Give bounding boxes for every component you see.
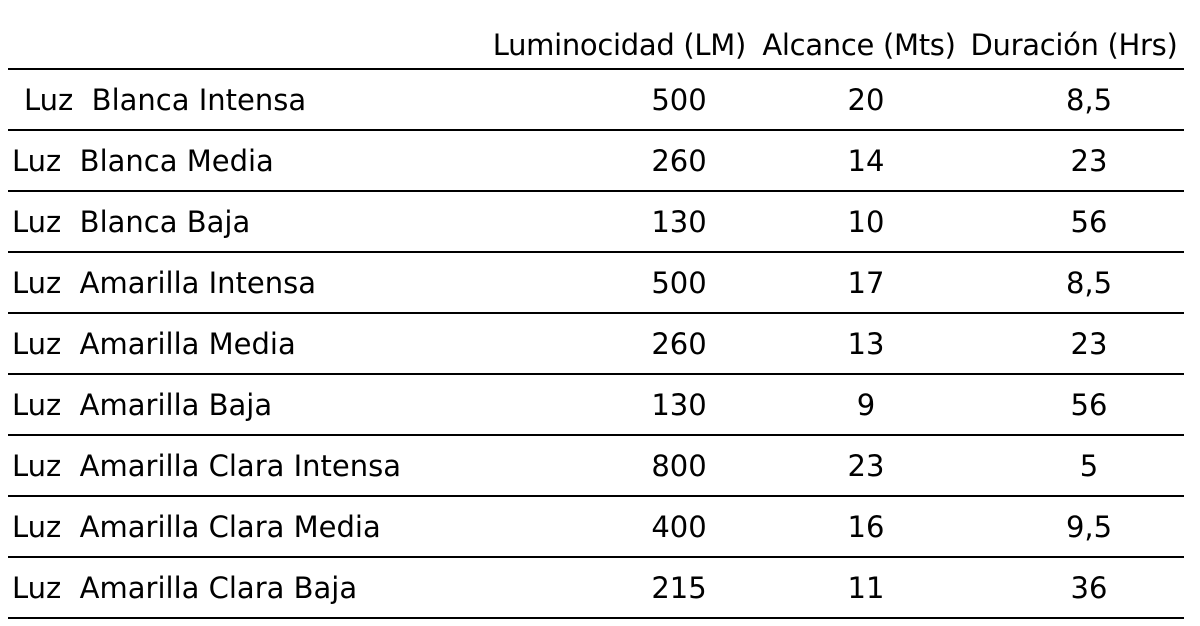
- cell-light-type: Luz Amarilla Clara Intensa: [8, 435, 464, 496]
- header-row: [8, 22, 1184, 69]
- table-row: [8, 130, 1184, 191]
- header-cell-duration: Duración (Hrs): [964, 22, 1184, 69]
- cell-light-type: Luz Amarilla Clara Baja: [8, 557, 464, 618]
- header-cell-range: Alcance (Mts): [754, 22, 964, 69]
- table-row: [8, 252, 1184, 313]
- cell-luminosity: 130: [464, 374, 754, 435]
- cell-duration: 9,5: [964, 496, 1184, 557]
- cell-duration: 8,5: [964, 69, 1184, 130]
- cell-duration: 36: [964, 557, 1184, 618]
- header-cell-luminosity: Luminocidad (LM): [464, 22, 754, 69]
- table-row: [8, 69, 1184, 130]
- cell-duration: 23: [964, 313, 1184, 374]
- cell-luminosity: 260: [464, 130, 754, 191]
- cell-range: 20: [754, 69, 964, 130]
- cell-range: 14: [754, 130, 964, 191]
- cell-duration: 23: [964, 130, 1184, 191]
- table-body: [8, 69, 1184, 618]
- table-row: [8, 557, 1184, 618]
- cell-light-type: Luz Amarilla Intensa: [8, 252, 464, 313]
- cell-range: 13: [754, 313, 964, 374]
- cell-luminosity: 260: [464, 313, 754, 374]
- cell-luminosity: 500: [464, 69, 754, 130]
- cell-light-type: Luz Amarilla Media: [8, 313, 464, 374]
- cell-duration: 56: [964, 374, 1184, 435]
- table-row: [8, 191, 1184, 252]
- cell-light-type: Luz Blanca Intensa: [8, 69, 464, 130]
- cell-luminosity: 130: [464, 191, 754, 252]
- cell-range: 16: [754, 496, 964, 557]
- table-row: [8, 435, 1184, 496]
- cell-range: 23: [754, 435, 964, 496]
- cell-range: 17: [754, 252, 964, 313]
- cell-light-type: Luz Blanca Media: [8, 130, 464, 191]
- table-row: [8, 374, 1184, 435]
- cell-range: 9: [754, 374, 964, 435]
- table-header: [8, 22, 1184, 69]
- cell-light-type: Luz Amarilla Clara Media: [8, 496, 464, 557]
- cell-luminosity: 800: [464, 435, 754, 496]
- table-row: [8, 496, 1184, 557]
- cell-duration: 56: [964, 191, 1184, 252]
- light-specs-table: [8, 22, 1184, 619]
- header-cell-name: [8, 22, 464, 69]
- cell-luminosity: 500: [464, 252, 754, 313]
- cell-range: 10: [754, 191, 964, 252]
- cell-light-type: Luz Blanca Baja: [8, 191, 464, 252]
- cell-luminosity: 400: [464, 496, 754, 557]
- table-row: [8, 313, 1184, 374]
- cell-range: 11: [754, 557, 964, 618]
- cell-light-type: Luz Amarilla Baja: [8, 374, 464, 435]
- cell-duration: 5: [964, 435, 1184, 496]
- cell-duration: 8,5: [964, 252, 1184, 313]
- cell-luminosity: 215: [464, 557, 754, 618]
